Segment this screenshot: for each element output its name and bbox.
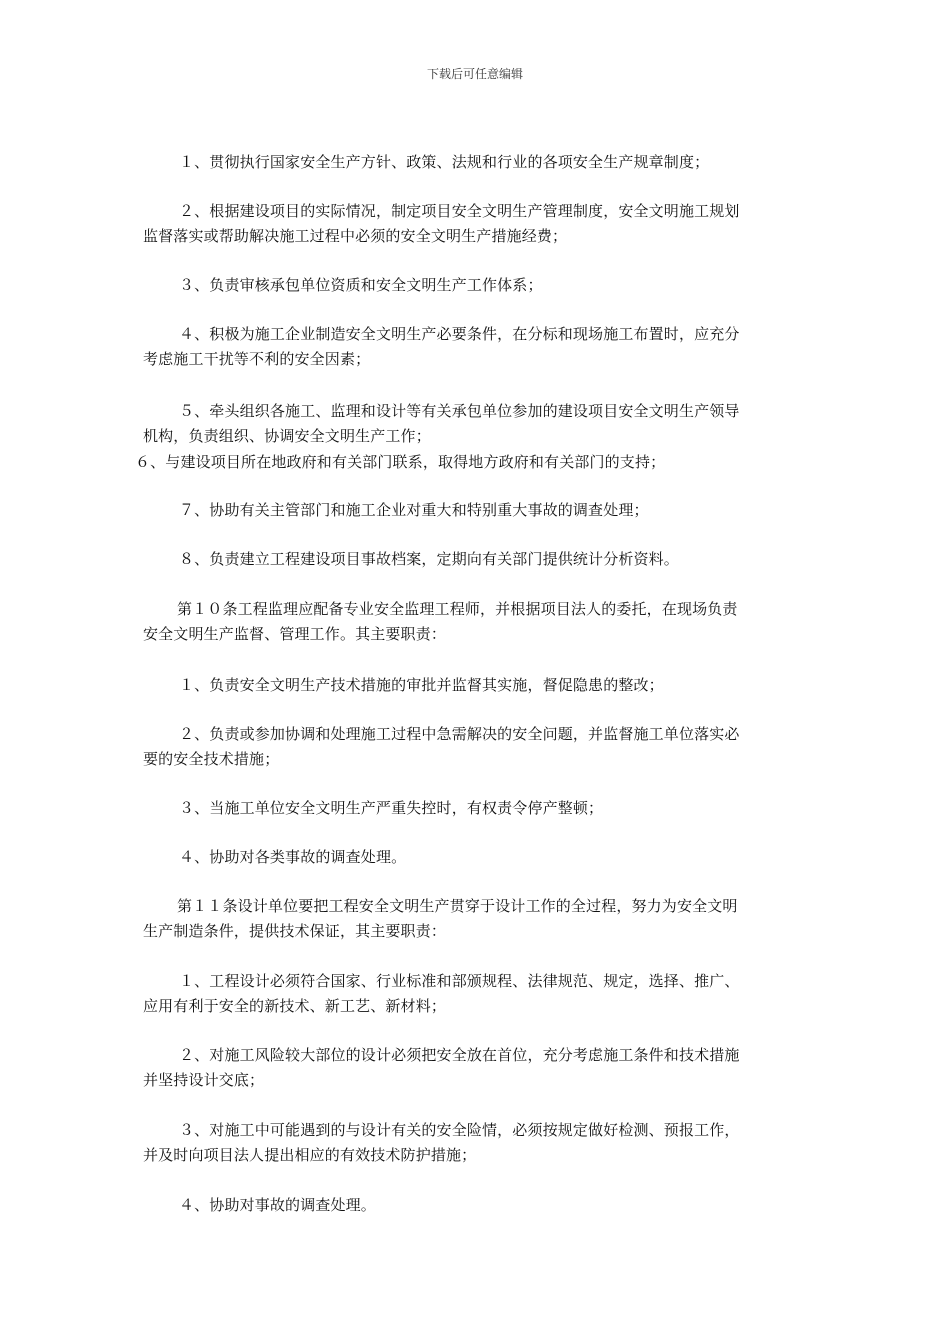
paragraph-line: ８、负责建立工程建设项目事故档案，定期向有关部门提供统计分析资料。 <box>179 550 679 568</box>
paragraph-line: ４、协助对事故的调查处理。 <box>179 1196 376 1214</box>
paragraph-line: １、负责安全文明生产技术措施的审批并监督其实施，督促隐患的整改； <box>179 676 664 694</box>
paragraph-line: ２、负责或参加协调和处理施工过程中急需解决的安全问题，并监督施工单位落实必 <box>179 725 740 743</box>
paragraph-4 <box>143 322 809 372</box>
paragraph-line: 应用有利于安全的新技术、新工艺、新材料； <box>143 997 447 1015</box>
paragraph-line: 第１０条工程监理应配备专业安全监理工程师，并根据项目法人的委托，在现场负责 <box>177 600 738 618</box>
paragraph-3 <box>143 273 809 298</box>
paragraph-8 <box>143 547 809 572</box>
paragraph-10-4 <box>143 845 809 870</box>
paragraph-line: １、贯彻执行国家安全生产方针、政策、法规和行业的各项安全生产规章制度； <box>179 153 710 171</box>
paragraph-1 <box>143 150 809 175</box>
paragraph-11-1 <box>143 969 809 1019</box>
paragraph-10-3 <box>143 796 809 821</box>
paragraph-line: 监督落实或帮助解决施工过程中必须的安全文明生产措施经费； <box>143 227 568 245</box>
paragraph-line: ４、积极为施工企业制造安全文明生产必要条件，在分标和现场施工布置时，应充分 <box>179 325 740 343</box>
paragraph-2 <box>143 199 809 249</box>
paragraph-line: 第１１条设计单位要把工程安全文明生产贯穿于设计工作的全过程，努力为安全文明 <box>177 897 738 915</box>
paragraph-10-1 <box>143 673 809 698</box>
paragraph-10-2 <box>143 722 809 772</box>
paragraph-line: ４、协助对各类事故的调查处理。 <box>179 848 407 866</box>
paragraph-11-2 <box>143 1043 809 1093</box>
paragraph-line: 生产制造条件，提供技术保证，其主要职责： <box>143 922 447 940</box>
paragraph-line: ５、牵头组织各施工、监理和设计等有关承包单位参加的建设项目安全文明生产领导 <box>179 402 740 420</box>
paragraph-line: ６、与建设项目所在地政府和有关部门联系，取得地方政府和有关部门的支持； <box>135 453 666 471</box>
paragraph-line: ２、根据建设项目的实际情况，制定项目安全文明生产管理制度，安全文明施工规划 <box>179 202 740 220</box>
paragraph-5 <box>143 399 809 449</box>
paragraph-line: 并及时向项目法人提出相应的有效技术防护措施； <box>143 1146 477 1164</box>
paragraph-line: ３、当施工单位安全文明生产严重失控时，有权责令停产整顿； <box>179 799 604 817</box>
paragraph-line: 考虑施工干扰等不利的安全因素； <box>143 350 371 368</box>
paragraph-line: ７、协助有关主管部门和施工企业对重大和特别重大事故的调查处理； <box>179 501 649 519</box>
paragraph-line: 要的安全技术措施； <box>143 750 280 768</box>
article-10 <box>143 597 809 647</box>
paragraph-11-4 <box>143 1193 809 1218</box>
paragraph-7 <box>143 498 809 523</box>
article-11 <box>143 894 809 944</box>
paragraph-line: １、工程设计必须符合国家、行业标准和部颁规程、法律规范、规定，选择、推广、 <box>179 972 740 990</box>
paragraph-line: 并坚持设计交底； <box>143 1071 265 1089</box>
paragraph-11-3 <box>143 1118 809 1168</box>
header-note: 下载后可任意编辑 <box>426 67 523 81</box>
paragraph-line: ３、对施工中可能遇到的与设计有关的安全险情，必须按规定做好检测、预报工作， <box>179 1121 740 1139</box>
paragraph-6 <box>135 450 801 475</box>
paragraph-line: 机构，负责组织、协调安全文明生产工作； <box>143 427 431 445</box>
paragraph-line: 安全文明生产监督、管理工作。其主要职责： <box>143 625 447 643</box>
paragraph-line: ２、对施工风险较大部位的设计必须把安全放在首位，充分考虑施工条件和技术措施 <box>179 1046 740 1064</box>
paragraph-line: ３、负责审核承包单位资质和安全文明生产工作体系； <box>179 276 543 294</box>
